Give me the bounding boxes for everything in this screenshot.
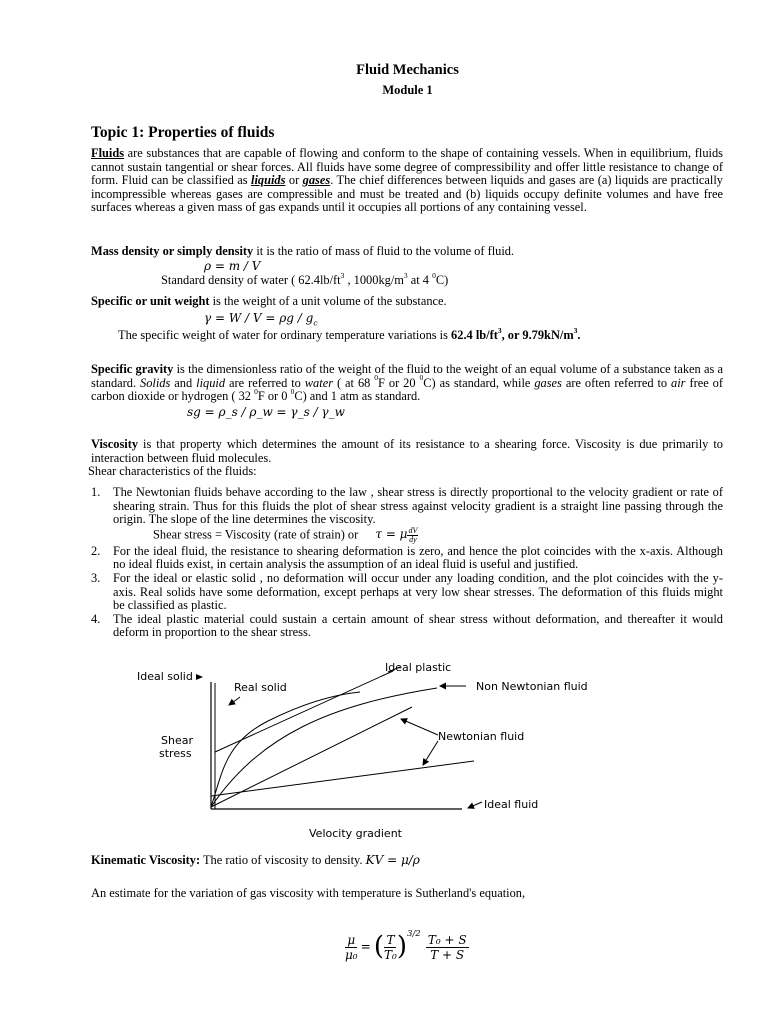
gravity-term: Specific gravity — [91, 362, 174, 376]
kinematic-text: The ratio of viscosity to density. — [200, 853, 366, 867]
fluids-term: Fluids — [91, 146, 125, 160]
document-title: Fluid Mechanics — [356, 62, 459, 78]
sutherland-paren-frac — [384, 933, 397, 962]
gravity-solids: Solids — [140, 375, 171, 390]
specific-gravity-paragraph — [91, 363, 723, 404]
label-ideal-solid: Ideal solid — [137, 670, 193, 683]
shear-list — [91, 486, 723, 640]
weight-term: Specific or unit weight — [91, 294, 210, 308]
label-newtonian: Newtonian fluid — [438, 730, 525, 743]
water-weight-end: . — [577, 328, 581, 342]
ideal-fluid-arrow — [468, 802, 482, 808]
module-label: Module 1 — [382, 83, 433, 97]
sutherland-rhs-num: T₀ + S — [427, 932, 467, 947]
viscosity-term: Viscosity — [91, 437, 139, 451]
std-sup-1: 3 — [340, 270, 345, 280]
water-weight-sup-2: 3 — [573, 325, 578, 335]
specific-gravity-formula: sg = ρ_s / ρ_w = γ_s / γ_w — [187, 405, 345, 419]
real-solid-arrow — [229, 697, 240, 705]
gravity-t8: F or 0 — [257, 389, 291, 404]
gravity-t1: is the dimensionless ratio of the weight of the fluid to the weight of an equal volume of a substance taken as a standard. — [91, 362, 723, 390]
ideal-solid-arrow — [196, 674, 203, 680]
sutherland-paren-open: ( — [373, 931, 385, 962]
intro-paragraph — [91, 147, 723, 215]
label-real-solid: Real solid — [234, 681, 287, 694]
specific-weight-definition — [91, 295, 723, 309]
gravity-t5: C) as standard, while — [423, 375, 535, 390]
density-formula: ρ = m / V — [204, 259, 261, 273]
density-definition — [91, 245, 723, 259]
intro-text-2: The chief differences between liquids and gases are (a) liquids are practically incompressible whereas gases are compressible and must be treated and (b) liquids occupy definite volumes and have free surfaces whereas a given mass of gas expands until it occupies all portions of any containing vessel. — [91, 173, 723, 215]
specific-weight-formula — [204, 312, 318, 326]
real-solid-curve — [211, 692, 360, 807]
gravity-t6: are often referred to — [561, 375, 672, 390]
viscosity-paragraph — [91, 438, 723, 465]
shear-eq-fraction — [407, 527, 418, 544]
water-weight-value-1: 62.4 lb/ft — [451, 328, 498, 342]
gravity-t7: free of carbon dioxide or hydrogen ( 32 — [91, 375, 723, 404]
gravity-t9: C) and 1 atm as standard. — [294, 389, 421, 404]
intro-period: . — [330, 173, 334, 188]
water-density-standard — [161, 270, 449, 288]
list-item-text: The Newtonian fluids behave according to the law , shear stress is directly proportional to the velocity gradient or rate of shearing strain. Thus for this fluids the plot of shear stress against velocity gradient is a straight line passing through the origin. The slope of the line determines the viscosity. — [113, 485, 723, 527]
label-ideal-plastic: Ideal plastic — [385, 661, 452, 674]
std-suffix: C) — [435, 273, 449, 287]
liquids-term: liquids — [251, 173, 286, 188]
list-item-number: 1. — [91, 485, 101, 499]
list-item — [91, 572, 723, 613]
gravity-sup-c: 0 — [254, 387, 258, 397]
density-text: it is the ratio of mass of fluid to the volume of fluid. — [253, 244, 515, 258]
sutherland-paren-close: ) — [396, 931, 408, 962]
list-item-text: The ideal plastic material could sustain a certain amount of shear stress without deformation, and thereafter it would deform in proportion to the shear stress. — [113, 611, 723, 640]
gravity-t2: are referred to — [225, 375, 305, 390]
gravity-sup-a: 0 — [374, 373, 379, 383]
list-item — [91, 545, 723, 572]
weight-formula-sub: c — [313, 318, 318, 328]
viscosity-text: is that property which determines the amount of its resistance to a shearing force. Viscosity is due primarily to interaction between fluid molecules. — [91, 437, 723, 465]
label-velocity-gradient: Velocity gradient — [309, 827, 402, 840]
water-weight-prefix: The specific weight of water for ordinary temperature variations is — [118, 328, 452, 342]
gravity-t3: ( at 68 — [333, 375, 375, 390]
std-sup-2: 3 — [403, 270, 408, 280]
ideal-fluid-line — [211, 761, 474, 796]
std-sup-3: 0 — [432, 270, 436, 280]
weight-formula-main: γ = W / V = ρg / g — [204, 311, 314, 325]
shear-eq-den: dy — [409, 534, 417, 544]
water-weight-value-2: , or 9.79kN/m — [501, 328, 574, 342]
non-newtonian-curve — [211, 688, 437, 807]
gravity-t4: F or 20 — [378, 375, 420, 390]
label-non-newtonian: Non Newtonian fluid — [476, 680, 588, 693]
kinematic-term: Kinematic Viscosity: — [91, 853, 201, 867]
sutherland-lhs — [345, 933, 358, 962]
sutherland-paren-num: T — [386, 932, 395, 947]
gases-term: gases — [302, 173, 331, 188]
water-weight-sup-1: 3 — [497, 325, 502, 335]
list-item-number: 4. — [91, 611, 101, 626]
std-mid: , 1000kg/m — [344, 273, 404, 287]
sutherland-lhs-den: μ₀ — [345, 947, 358, 962]
sutherland-paren-den: T₀ — [384, 947, 397, 962]
gravity-water: water — [304, 375, 334, 390]
shear-eq-num: dV — [408, 525, 418, 535]
shear-characteristics-list — [91, 486, 723, 640]
shear-eq-lhs: τ = μ — [375, 527, 408, 542]
std-prefix: Standard density of water ( 62.4lb/ft — [161, 273, 341, 287]
label-stress: stress — [159, 747, 192, 760]
label-ideal-fluid: Ideal fluid — [484, 798, 539, 811]
list-item — [91, 486, 723, 545]
list-item-text: For the ideal or elastic solid , no deformation will occur under any loading condition, and the plot coincides with the y-axis. Real solids have some deformation, except perhaps at very low shear stresses. The deformation of this fluids might be classified as plastic. — [113, 570, 723, 613]
shear-stress-diagram — [0, 655, 768, 845]
std-at: at 4 — [407, 273, 433, 287]
sutherland-exponent: 3/2 — [407, 929, 421, 939]
weight-text: is the weight of a unit volume of the substance. — [209, 294, 447, 308]
sutherland-equals: = — [360, 939, 371, 954]
density-term: Mass density or simply density — [91, 244, 254, 258]
sutherland-intro: An estimate for the variation of gas viscosity with temperature is Sutherland's equation, — [91, 886, 526, 900]
sutherland-equation — [345, 928, 469, 962]
list-item-text: For the ideal fluid, the resistance to shearing deformation is zero, and hence the plot coincides with the x-axis. Although no ideal fluids exist, in certain analysis the assumption of an ideal fluid is useful and justified. — [113, 543, 723, 572]
water-specific-weight — [118, 325, 581, 343]
gravity-air: air — [671, 375, 686, 390]
intro-text-1: are substances that are capable of flowing and conform to the shape of containing vessels. When in equilibrium, fluids cannot sustain tangential or shear forces. All fluids have some degree of compressibility and offer little resistance to change of form. Fluid can be classified as — [91, 146, 723, 188]
shear-eq-text: Shear stress = Viscosity (rate of strain) or — [153, 527, 359, 542]
intro-or: or — [285, 173, 303, 188]
newtonian-arrow-1 — [401, 719, 438, 735]
shear-characteristics-heading: Shear characteristics of the fluids: — [88, 464, 257, 478]
gravity-sup-b: 0 — [419, 373, 424, 383]
list-item — [91, 613, 723, 640]
gravity-and: and — [170, 375, 197, 390]
label-shear: Shear — [161, 734, 193, 747]
kinematic-formula: KV = μ/ρ — [365, 853, 420, 867]
kinematic-viscosity — [91, 854, 420, 868]
list-item-number: 3. — [91, 570, 101, 585]
newtonian-arrow-2 — [423, 741, 438, 765]
gravity-sup-d: 0 — [290, 387, 295, 397]
sutherland-rhs — [426, 933, 469, 962]
gravity-gases: gases — [534, 375, 562, 390]
sutherland-lhs-num: μ — [347, 932, 356, 947]
sutherland-rhs-den: T + S — [430, 947, 465, 962]
shear-stress-equation — [153, 527, 723, 545]
topic-heading: Topic 1: Properties of fluids — [91, 124, 275, 141]
list-item-number: 2. — [91, 543, 101, 558]
gravity-liquid: liquid — [196, 375, 226, 390]
